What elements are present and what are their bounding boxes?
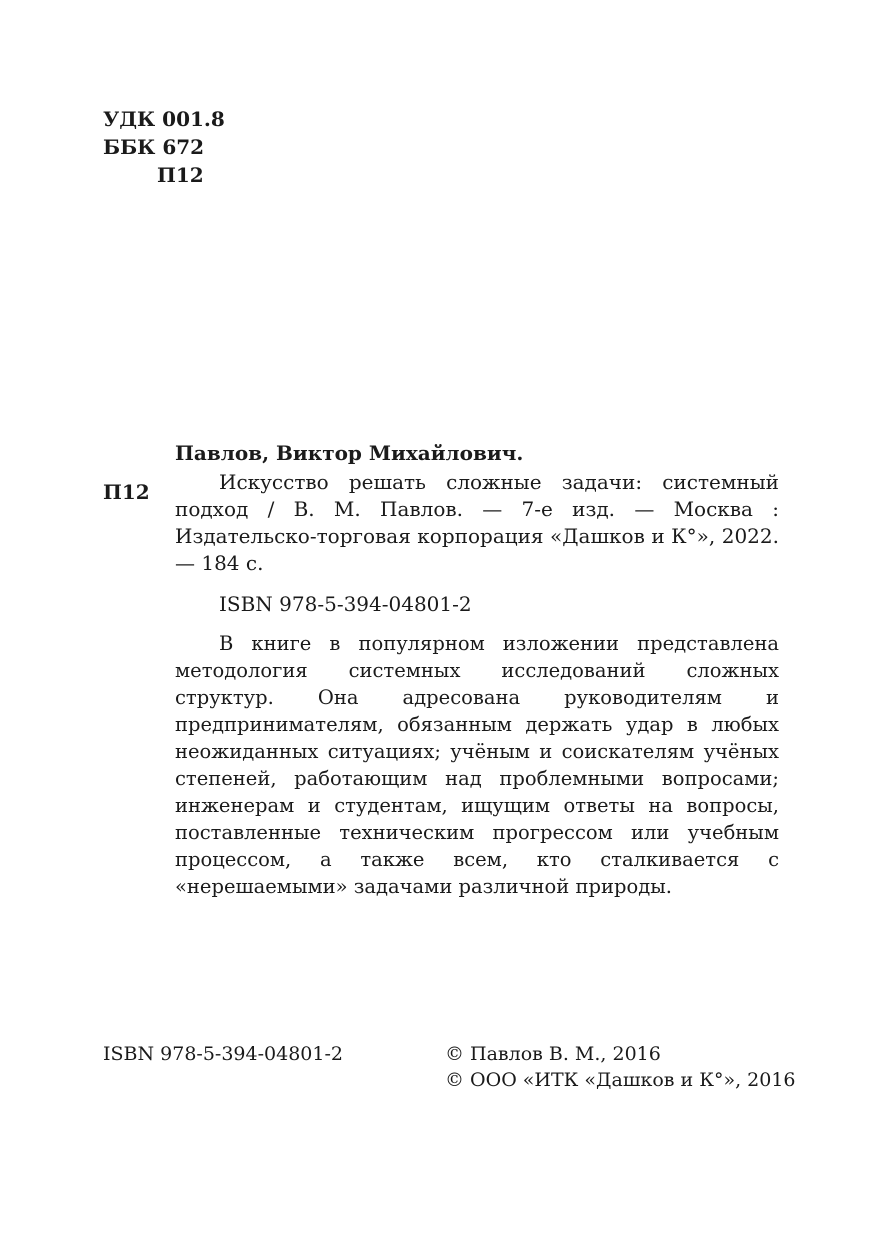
entry-author-sign: П12	[103, 480, 150, 504]
bibliographic-description: Искусство решать сложные задачи: системный подход / В. М. Павлов. — 7-е изд. — Москва : Издательско-торговая корпорация «Дашков и К°», 2022. — 184 с.	[175, 470, 779, 575]
copyright-author: © Павлов В. М., 2016	[445, 1043, 661, 1065]
classification-block	[103, 105, 225, 189]
entry-isbn: ISBN 978-5-394-04801-2	[219, 592, 472, 616]
copyright-publisher: © ООО «ИТК «Дашков и К°», 2016	[445, 1069, 796, 1091]
entry-author: Павлов, Виктор Михайлович.	[175, 441, 524, 465]
bbk-code: ББК 672	[103, 135, 205, 159]
footer-isbn: ISBN 978-5-394-04801-2	[103, 1043, 343, 1065]
copyright-block	[445, 1041, 796, 1093]
author-sign: П12	[157, 163, 204, 187]
catalog-entry	[175, 440, 779, 900]
annotation: В книге в популярном изложении представлена методология системных исследований сложных структур. Она адресована руководителям и предпринимателям, обязанным держать удар в любых неожиданных ситуациях; учёным и соискателям учёных степеней, работающим над проблемными вопросами; инженерам и студентам, ищущим ответы на вопросы, поставленные техническим прогрессом или учебным процессом, а также всем, кто сталкивается с «нерешаемыми» задачами различной природы.	[175, 632, 779, 898]
udk-code: УДК 001.8	[103, 107, 225, 131]
